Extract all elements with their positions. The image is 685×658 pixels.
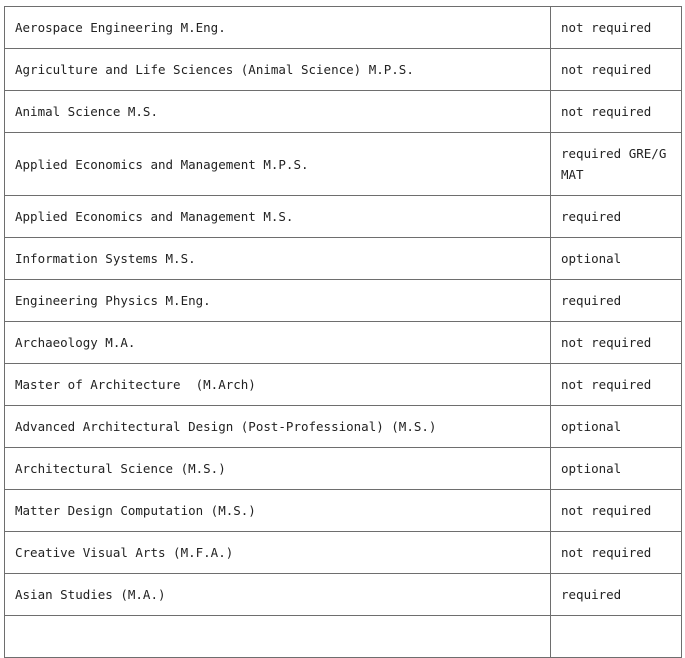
table-row — [5, 448, 682, 490]
requirement-cell: not required — [551, 364, 682, 406]
table-row — [5, 238, 682, 280]
program-cell: Applied Economics and Management M.S. — [5, 196, 551, 238]
table-row — [5, 616, 682, 658]
program-cell: Asian Studies (M.A.) — [5, 574, 551, 616]
requirement-cell: not required — [551, 91, 682, 133]
table-row — [5, 406, 682, 448]
program-cell: Animal Science M.S. — [5, 91, 551, 133]
requirement-cell: not required — [551, 532, 682, 574]
requirement-cell: required — [551, 196, 682, 238]
table-row — [5, 133, 682, 196]
table-row — [5, 532, 682, 574]
program-cell: Archaeology M.A. — [5, 322, 551, 364]
table-row — [5, 490, 682, 532]
requirement-cell: not required — [551, 49, 682, 91]
program-cell: Applied Economics and Management M.P.S. — [5, 133, 551, 196]
requirement-cell: not required — [551, 490, 682, 532]
table-row — [5, 280, 682, 322]
requirement-cell — [551, 616, 682, 658]
requirement-cell: optional — [551, 406, 682, 448]
table-body — [5, 7, 682, 658]
requirement-cell: not required — [551, 7, 682, 49]
table-row — [5, 322, 682, 364]
table-row — [5, 49, 682, 91]
table-row — [5, 7, 682, 49]
program-requirements-table — [4, 6, 682, 658]
requirement-cell: required GRE/GMAT — [551, 133, 682, 196]
program-cell — [5, 616, 551, 658]
requirement-cell: required — [551, 574, 682, 616]
requirement-cell: optional — [551, 448, 682, 490]
table-row — [5, 364, 682, 406]
program-cell: Architectural Science (M.S.) — [5, 448, 551, 490]
requirement-cell: required — [551, 280, 682, 322]
table-row — [5, 196, 682, 238]
program-cell: Matter Design Computation (M.S.) — [5, 490, 551, 532]
program-cell: Engineering Physics M.Eng. — [5, 280, 551, 322]
program-cell: Information Systems M.S. — [5, 238, 551, 280]
table-row — [5, 91, 682, 133]
program-cell: Aerospace Engineering M.Eng. — [5, 7, 551, 49]
program-cell: Agriculture and Life Sciences (Animal Science) M.P.S. — [5, 49, 551, 91]
table-row — [5, 574, 682, 616]
requirement-cell: optional — [551, 238, 682, 280]
requirement-cell: not required — [551, 322, 682, 364]
program-cell: Master of Architecture (M.Arch) — [5, 364, 551, 406]
program-cell: Advanced Architectural Design (Post-Professional) (M.S.) — [5, 406, 551, 448]
program-cell: Creative Visual Arts (M.F.A.) — [5, 532, 551, 574]
